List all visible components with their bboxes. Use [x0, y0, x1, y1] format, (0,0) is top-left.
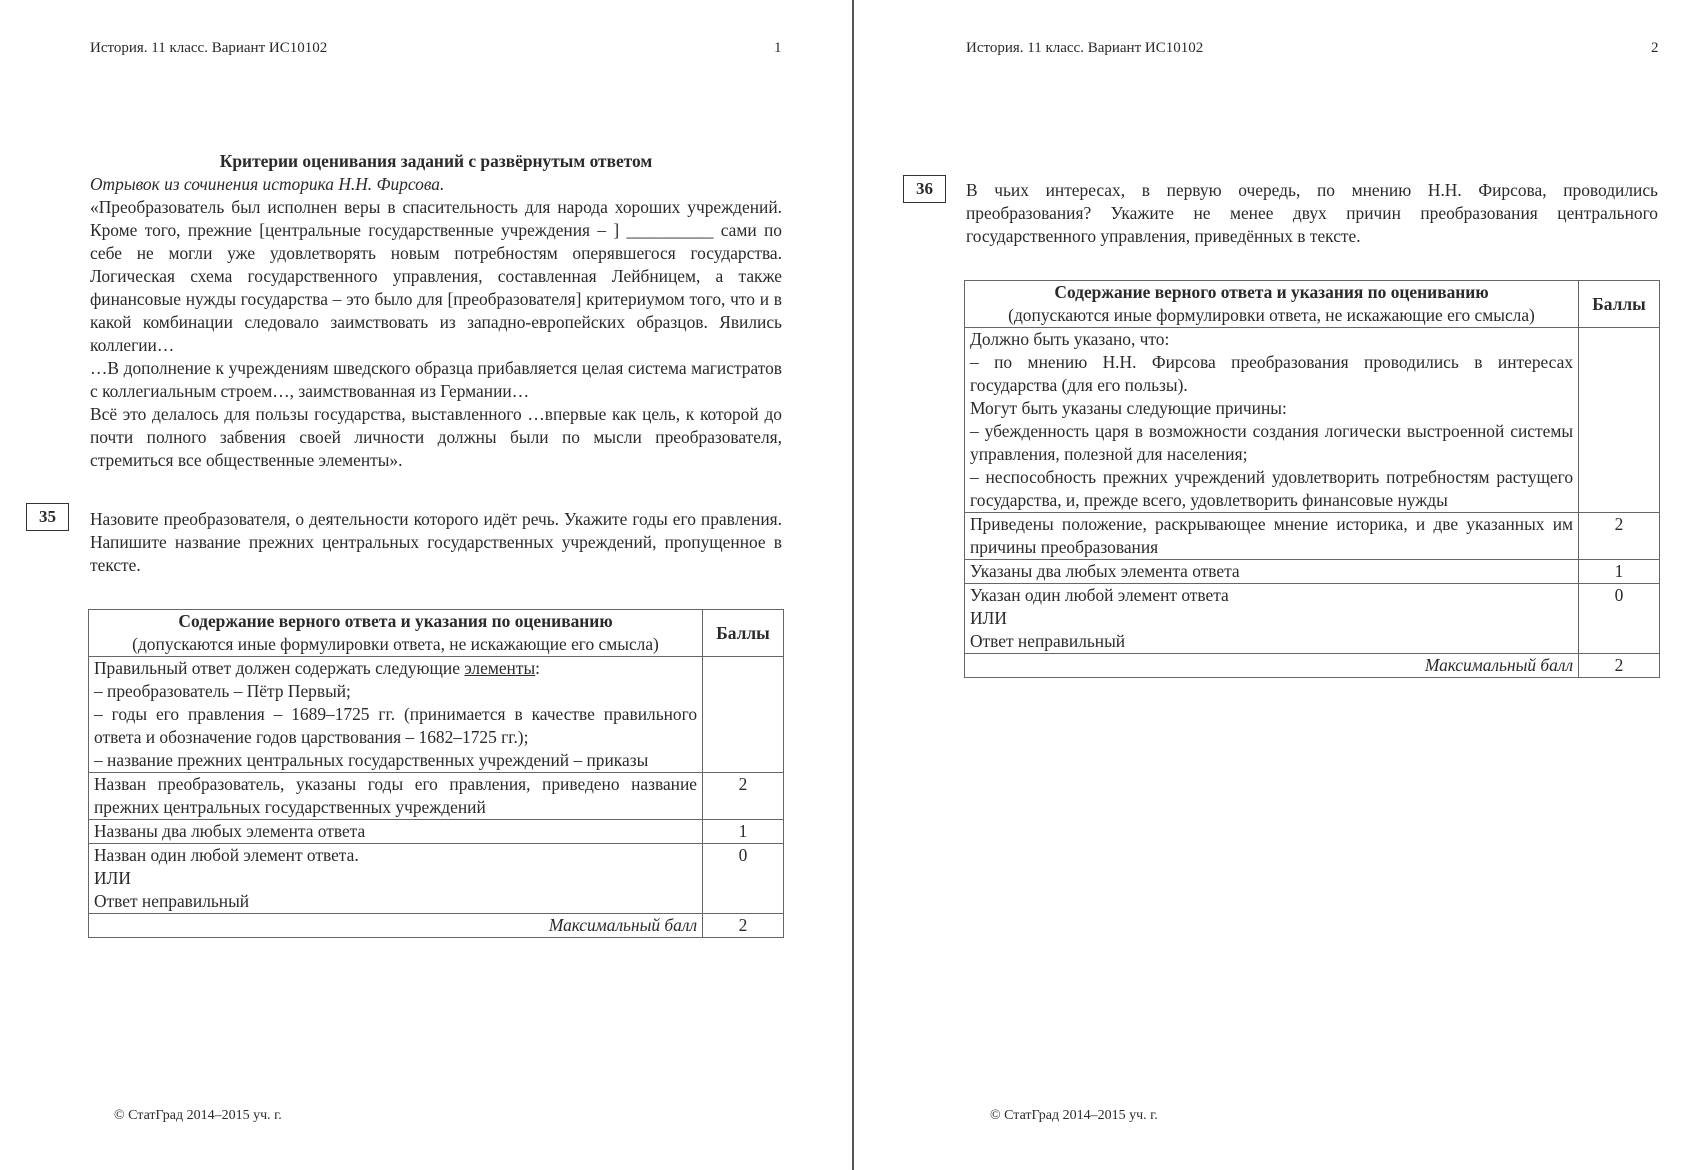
table-header-row	[965, 281, 1660, 328]
answer-element: – преобразователь – Пётр Первый;	[94, 681, 351, 701]
page-header-title: История. 11 класс. Вариант ИС10102	[966, 40, 1204, 56]
table-row	[965, 513, 1660, 560]
page-right	[855, 0, 1706, 1170]
criterion-score: 1	[703, 820, 784, 844]
quote-paragraph: «Преобразователь был исполнен веры в спасительность для народа хороших учреждений. Кроме того, прежние [центральные государственные учреждения – ] __________ сами по себе не могли уже удовлетворять новым потребностям оперявшегося государства. Логическая схема государственного управления, составленная Лейбницем, а также финансовые нужды государства – это было для [преобразователя] критериумом того, что и в какой комбинации следовало заимствовать из западно-европейских образцов. Явились коллегии…	[90, 197, 782, 355]
criterion-text: Назван преобразователь, указаны годы его правления, приведено название прежних центральных государственных учреждений	[89, 773, 703, 820]
criterion-score: 0	[1579, 584, 1660, 654]
table-header-note: (допускаются иные формулировки ответа, не искажающие его смысла)	[132, 634, 659, 654]
criterion-text: Указаны два любых элемента ответа	[965, 560, 1579, 584]
page-number: 2	[1651, 40, 1659, 56]
table-row	[965, 584, 1660, 654]
criterion-text: Приведены положение, раскрывающее мнение историка, и две указанных им причины преобразования	[965, 513, 1579, 560]
criteria-table	[88, 609, 784, 938]
answer-intro-underlined: элементы	[464, 658, 536, 678]
answer-intro	[94, 657, 697, 680]
table-header-content	[89, 610, 703, 657]
criterion-line: ИЛИ	[94, 868, 131, 888]
criterion-text: Названы два любых элемента ответа	[89, 820, 703, 844]
page-title: Критерии оценивания заданий с развёрнутым ответом	[219, 151, 653, 171]
page-divider	[852, 0, 854, 1170]
question-text: Назовите преобразователя, о деятельности которого идёт речь. Укажите годы его правления. Напишите название прежних центральных государственных учреждений, пропущенное в тексте.	[90, 509, 782, 575]
table-row	[89, 820, 784, 844]
score-cell-empty	[1579, 328, 1660, 513]
quote-paragraph: …В дополнение к учреждениям шведского образца прибавляется целая система магистратов с коллегиальным строем…, заимствованная из Германии…	[90, 358, 782, 401]
criterion-line: Указан один любой элемент ответа	[970, 585, 1229, 605]
question-text: В чьих интересах, в первую очередь, по мнению Н.Н. Фирсова, проводились преобразования? Укажите не менее двух причин преобразования центрального государственного управления, приведённых в тексте.	[966, 180, 1658, 246]
max-score-value: 2	[703, 914, 784, 938]
criterion-line: Ответ неправильный	[94, 891, 250, 911]
criteria-table	[964, 280, 1660, 678]
question-number-box: 36	[903, 175, 946, 203]
answer-element: – название прежних центральных государственных учреждений – приказы	[94, 750, 649, 770]
source-subtitle: Отрывок из сочинения историка Н.Н. Фирсова.	[90, 174, 445, 194]
answer-content	[965, 328, 1579, 513]
max-score-label: Максимальный балл	[965, 654, 1579, 678]
criterion-score: 1	[1579, 560, 1660, 584]
answer-line: – по мнению Н.Н. Фирсова преобразования проводились в интересах государства (для его пользы).	[970, 352, 1574, 395]
criterion-line: Ответ неправильный	[970, 631, 1126, 651]
table-row	[965, 560, 1660, 584]
table-header-main: Содержание верного ответа и указания по оцениванию	[178, 611, 613, 631]
criterion-score: 2	[1579, 513, 1660, 560]
table-row	[89, 773, 784, 820]
criterion-text	[89, 844, 703, 914]
criterion-score: 2	[703, 773, 784, 820]
table-row	[89, 657, 784, 773]
table-row-max	[89, 914, 784, 938]
page-left	[0, 0, 852, 1170]
question-number-box: 35	[26, 503, 69, 531]
table-header-row	[89, 610, 784, 657]
answer-line: Должно быть указано, что:	[970, 329, 1170, 349]
criterion-text	[965, 584, 1579, 654]
table-header-content	[965, 281, 1579, 328]
answer-line: – убежденность царя в возможности создания логически выстроенной системы управления, полезной для населения;	[970, 421, 1574, 464]
table-header-score: Баллы	[1579, 281, 1660, 328]
answer-element: – годы его правления – 1689–1725 гг. (принимается в качестве правильного ответа и обозначение годов царствования – 1682–1725 гг.);	[94, 704, 698, 747]
answer-line: – неспособность прежних учреждений удовлетворить потребностям растущего государства, и, прежде всего, удовлетворить финансовые нужды	[970, 467, 1574, 510]
page-footer: © СтатГрад 2014–2015 уч. г.	[990, 1108, 1158, 1123]
criterion-score: 0	[703, 844, 784, 914]
answer-intro-colon: :	[535, 658, 540, 678]
quote-paragraph: Всё это делалось для пользы государства, выставленного …впервые как цель, к которой до почти полного забвения своей личности должны были по мысли преобразователя, стремиться все общественные элементы».	[90, 404, 782, 470]
table-header-main: Содержание верного ответа и указания по оцениванию	[1054, 282, 1489, 302]
answer-intro-text: Правильный ответ должен содержать следующие	[94, 658, 460, 678]
table-row	[965, 328, 1660, 513]
page-number: 1	[774, 40, 782, 56]
table-header-note: (допускаются иные формулировки ответа, не искажающие его смысла)	[1008, 305, 1535, 325]
criterion-line: Назван один любой элемент ответа.	[94, 845, 359, 865]
max-score-value: 2	[1579, 654, 1660, 678]
answer-line: Могут быть указаны следующие причины:	[970, 398, 1287, 418]
answer-content	[89, 657, 703, 773]
table-row-max	[965, 654, 1660, 678]
source-quote	[90, 196, 782, 472]
score-cell-empty	[703, 657, 784, 773]
table-header-score: Баллы	[703, 610, 784, 657]
page-header-title: История. 11 класс. Вариант ИС10102	[90, 40, 328, 56]
criterion-line: ИЛИ	[970, 608, 1007, 628]
max-score-label: Максимальный балл	[89, 914, 703, 938]
table-row	[89, 844, 784, 914]
page-footer: © СтатГрад 2014–2015 уч. г.	[114, 1108, 282, 1123]
